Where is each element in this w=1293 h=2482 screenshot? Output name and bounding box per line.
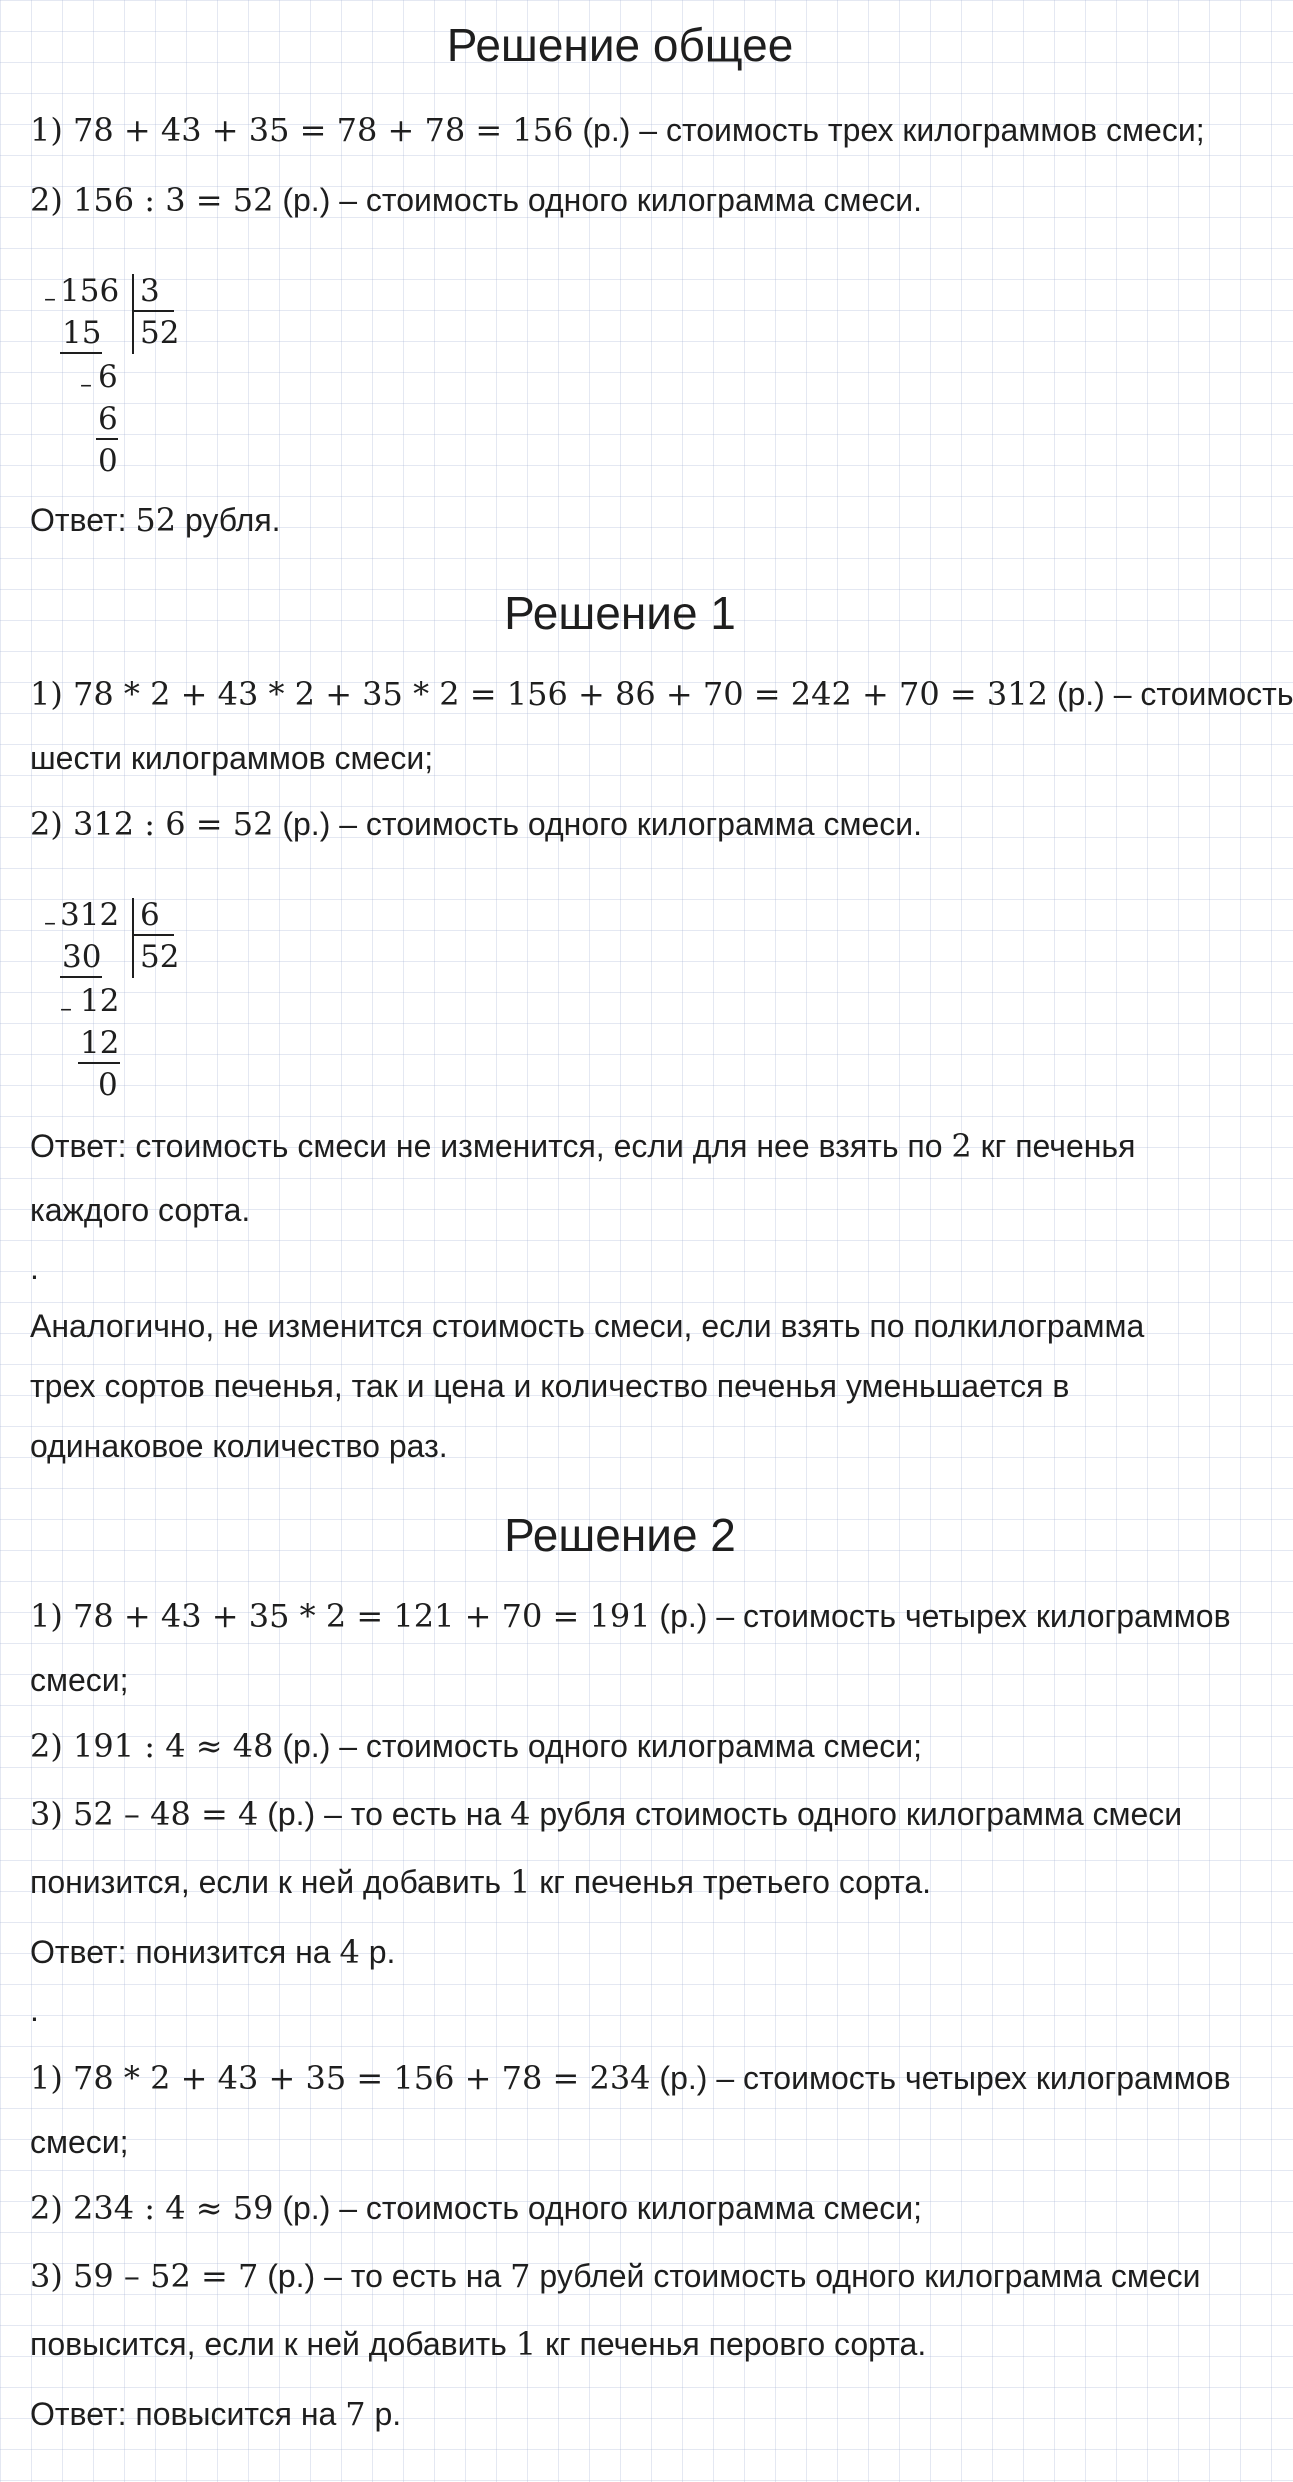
minus-sign: –	[44, 284, 56, 312]
minus-sign: –	[60, 994, 72, 1022]
solution1-note-line-1: Аналогично, не изменится стоимость смеси, если взять по полкилограмма	[30, 1308, 1145, 1344]
solution2b-step-1-cont: смеси;	[30, 2124, 129, 2160]
solution1-note-line-3: одинаковое количество раз.	[30, 1428, 448, 1464]
solution1-answer: Ответ: стоимость смеси не изменится, если для нее взять по 2 кг печенья	[30, 1127, 1136, 1165]
solution2b-step-3: 3) 59 – 52 = 7 (р.) – то есть на 7 рублей стоимость одного килограмма смеси	[30, 2257, 1201, 2295]
solution2a-step-1: 1) 78 + 43 + 35 * 2 = 121 + 70 = 191 (р.) – стоимость четырех килограммов	[30, 1597, 1231, 1635]
subtract-line	[78, 1062, 120, 1064]
solution2b-answer: Ответ: повысится на 7 р.	[30, 2395, 402, 2433]
solution2a-step-3: 3) 52 – 48 = 4 (р.) – то есть на 4 рубля стоимость одного килограмма смеси	[30, 1795, 1183, 1833]
solution1-answer-cont: каждого сорта.	[30, 1192, 251, 1228]
solution2b-step-1: 1) 78 * 2 + 43 + 35 = 156 + 78 = 234 (р.) – стоимость четырех килограммов	[30, 2059, 1231, 2097]
heading-general: Решение общее	[446, 19, 794, 71]
solution2b-step-3-cont: повысится, если к ней добавить 1 кг печенья перовго сорта.	[30, 2325, 927, 2363]
division-bracket-top	[132, 310, 174, 312]
separator-dot: .	[30, 1992, 39, 2028]
solution2a-step-1-cont: смеси;	[30, 1662, 129, 1698]
subtract-line	[60, 352, 102, 354]
solution1-note-line-2: трех сортов печенья, так и цена и количество печенья уменьшается в	[30, 1368, 1070, 1404]
solution2a-step-3-cont: понизится, если к ней добавить 1 кг печенья третьего сорта.	[30, 1863, 932, 1901]
general-step-2: 2) 156 : 3 = 52 (р.) – стоимость одного килограмма смеси.	[30, 181, 923, 219]
solution1-step-1: 1) 78 * 2 + 43 * 2 + 35 * 2 = 156 + 86 + 70 = 242 + 70 = 312 (р.) – стоимость	[30, 675, 1293, 713]
solution2b-step-2: 2) 234 : 4 ≈ 59 (р.) – стоимость одного килограмма смеси;	[30, 2189, 923, 2227]
solution1-step-2: 2) 312 : 6 = 52 (р.) – стоимость одного килограмма смеси.	[30, 805, 923, 843]
solution2a-answer: Ответ: понизится на 4 р.	[30, 1933, 396, 1971]
long-division-general: – 156 3 15 52 – 6 6 0	[44, 273, 180, 479]
division-bracket	[132, 274, 134, 354]
long-division-solution-1: – 312 6 30 52 – 12 12 0	[44, 897, 180, 1103]
solution1-step-1-cont: шести килограммов смеси;	[30, 740, 434, 776]
minus-sign: –	[80, 370, 92, 398]
general-step-1: 1) 78 + 43 + 35 = 78 + 78 = 156 (р.) – стоимость трех килограммов смеси;	[30, 111, 1205, 149]
subtract-line	[96, 438, 118, 440]
general-answer: Ответ: 52 рубля.	[30, 501, 281, 539]
separator-dot: .	[30, 1250, 39, 1286]
heading-solution-2: Решение 2	[504, 1509, 736, 1561]
subtract-line	[60, 976, 102, 978]
minus-sign: –	[44, 908, 56, 936]
division-bracket-top	[132, 934, 174, 936]
heading-solution-1: Решение 1	[504, 587, 736, 639]
solution2a-step-2: 2) 191 : 4 ≈ 48 (р.) – стоимость одного килограмма смеси;	[30, 1727, 923, 1765]
division-bracket	[132, 898, 134, 978]
